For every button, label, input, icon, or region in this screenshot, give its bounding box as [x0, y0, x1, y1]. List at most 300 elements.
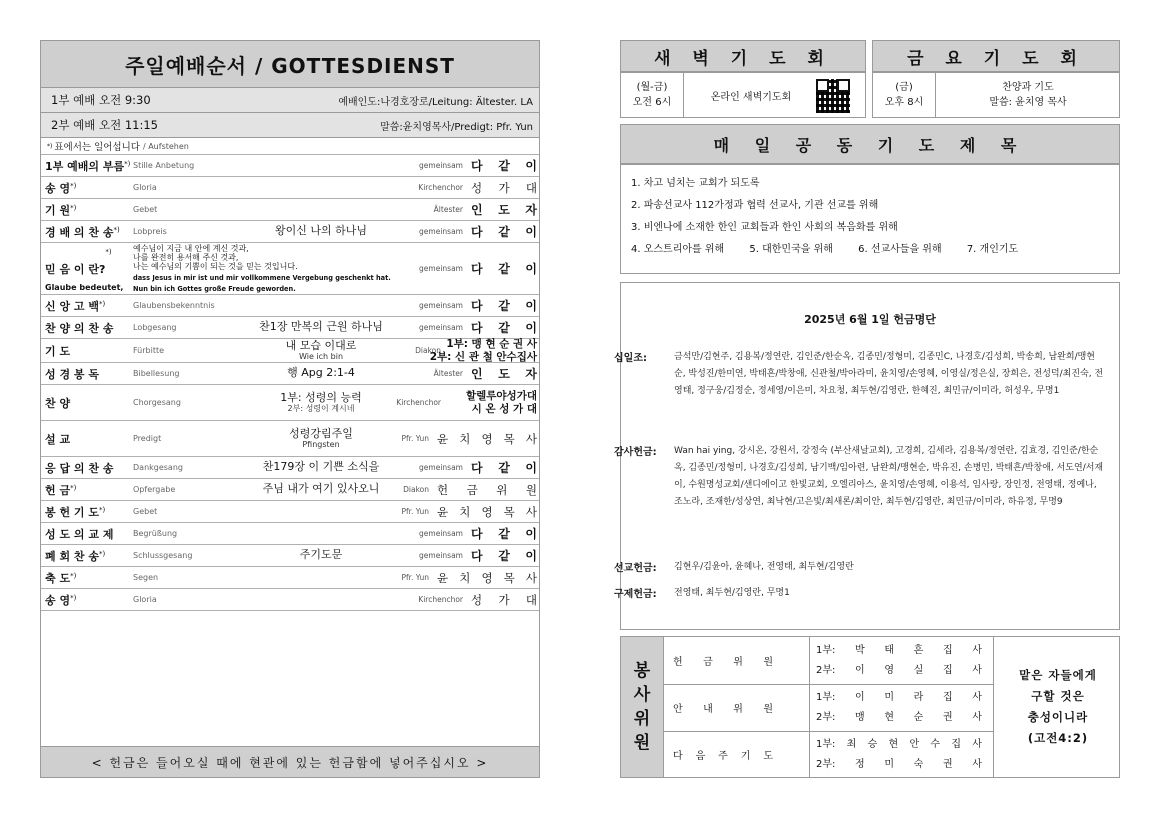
service1-leader: 예배인도:나경호장로/Leitung: Ältester. LA	[338, 96, 533, 108]
leader-char: 같	[498, 159, 510, 173]
order-item-leader	[437, 567, 537, 588]
name-char: 집	[942, 692, 953, 703]
order-item-leader	[471, 177, 537, 198]
role-char: 음	[695, 751, 706, 762]
volunteer-names	[809, 637, 994, 684]
volunteer-name-line	[816, 688, 982, 703]
dawn-prayer-title: 새 벽 기 도 회	[620, 40, 866, 72]
faith-line: 나는 예수님의 기쁨이 되는 것을 믿는 것입니다.	[133, 262, 298, 272]
friday-prayer-info	[872, 72, 1120, 118]
faith-line-de: dass Jesus in mir ist und mir vollkommene Vergebung geschenkt hat.	[133, 273, 391, 282]
order-item-leaders	[465, 385, 537, 420]
leader-char: 같	[498, 262, 510, 276]
leader-char: 성	[471, 592, 483, 607]
prayer-item-5: 5. 대한민국을 위해	[749, 244, 833, 255]
daily-prayer-list	[620, 164, 1120, 274]
friday-desc	[935, 73, 1121, 117]
order-item-role: Pfr. Yun	[401, 434, 429, 443]
leader-char: 같	[498, 299, 510, 313]
order-item-german: Bibellesung	[133, 369, 180, 378]
verse-reference: (고전4:2)	[1027, 731, 1089, 745]
worship-order-title: 주일예배순서 / GOTTESDIENST	[41, 41, 539, 88]
dawn-prayer-info	[620, 72, 866, 118]
title-sub: 2부: 성령이 계시네	[287, 404, 355, 414]
leader-char: 같	[498, 321, 510, 335]
order-name-text: 기 도	[45, 344, 71, 358]
order-item-german: Gloria	[133, 595, 157, 604]
relief-names: 전영태, 최두현/김영란, 무명1	[674, 588, 790, 598]
order-item-german: Dankgesang	[133, 463, 183, 472]
prayer-item-7: 7. 개인기도	[966, 244, 1019, 255]
friday-days: (금)	[895, 82, 913, 93]
leader-char: 이	[525, 549, 537, 563]
name-char: 태	[884, 645, 895, 656]
order-item-german: Fürbitte	[133, 346, 165, 355]
order-item-leader	[471, 545, 537, 566]
order-row	[41, 177, 539, 199]
title-text: 내 모습 이대로	[285, 338, 357, 352]
side-char: 봉	[633, 661, 651, 681]
leader-char: 윤	[437, 431, 449, 446]
faith-line: 나를 완전히 용서해 주신 것과,	[133, 253, 239, 263]
relief-section	[614, 585, 1104, 602]
order-item-role: Pfr. Yun	[401, 573, 429, 582]
leader-char: 영	[481, 431, 493, 446]
leader-char: 이	[525, 461, 537, 475]
standing-mark: *)	[70, 594, 77, 602]
leader-line: 시 온 성 가 대	[471, 402, 537, 415]
volunteer-role	[673, 684, 773, 731]
name-char: 사	[972, 692, 982, 703]
volunteer-row	[663, 637, 993, 685]
order-row	[41, 501, 539, 523]
title-text: 왕이신 나의 하나님	[274, 224, 367, 238]
order-row	[41, 295, 539, 317]
daily-prayer-title: 매 일 공 동 기 도 제 목	[620, 124, 1120, 164]
standing-mark: *)	[124, 160, 131, 168]
name-char: 현	[884, 712, 895, 723]
order-item-role: Diakon	[415, 346, 441, 355]
thanks-section	[614, 443, 1104, 511]
name-char: 이	[855, 665, 865, 676]
order-name-text: 찬 양	[45, 396, 71, 410]
order-item-role: Kirchenchor	[418, 183, 463, 192]
order-item-german: Segen	[133, 573, 159, 582]
leader-char: 가	[498, 180, 510, 195]
leader-line: 2부: 신 관 철 안수집사	[429, 350, 537, 363]
dawn-time: 오전 6시	[632, 97, 672, 108]
order-row	[41, 479, 539, 501]
name-char: 1부:	[816, 692, 836, 703]
leader-char: 목	[503, 570, 515, 585]
name-char: 2부:	[816, 712, 836, 723]
order-list	[41, 155, 539, 611]
leader-char: 이	[525, 262, 537, 276]
volunteer-name-line	[816, 755, 982, 770]
name-char: 라	[913, 692, 924, 703]
standing-mark: *)	[70, 204, 77, 212]
standing-mark: *)	[99, 550, 106, 558]
role-char: 금	[703, 657, 713, 668]
role-char: 원	[763, 657, 773, 668]
order-item-leaders	[429, 337, 537, 363]
leader-char: 같	[498, 527, 510, 541]
order-item-german: Gebet	[133, 507, 158, 516]
name-char: 영	[884, 665, 895, 676]
service1-time: 1부 예배 오전 9:30	[51, 93, 151, 107]
volunteer-name-line	[816, 661, 982, 676]
thanks-names: Wan hai ying, 강시온, 강원서, 강정숙 (부산새날교회), 고경희, 김세라, 김용복/정연란, 김효경, 김인준/한순옥, 김종민/정형미, 나경호/김성희, 남기백/임아련, 남완희/맹현순, 박유진, 손병민, 박태흔/박창애, 서도연/서재이, 수원명성교회/샌디에이고 한빛교회, 오엘리아스, 윤치영/손영혜, 이용석, 임사랑, 장인정, 전영태, 정예나, 조노라, 조재한/성상연, 최낙현/고은빛/최새론/최이안, 최두현/김영란, 최민규/이미라, 하유정, 무명9	[674, 446, 1104, 507]
side-char: 위	[633, 709, 651, 729]
leader-char: 영	[481, 504, 493, 519]
volunteer-name-line	[816, 735, 982, 750]
friday-desc2: 말씀: 윤치영 목사	[989, 97, 1067, 108]
leader-char: 이	[525, 321, 537, 335]
worship-order-panel	[40, 40, 540, 778]
volunteer-panel	[620, 636, 1120, 778]
standing-mark: *)	[70, 572, 77, 580]
standing-mark: *)	[70, 182, 77, 190]
role-char: 주	[718, 751, 728, 762]
tithe-section	[614, 349, 1104, 400]
order-name-text: 믿 음 이 란?	[45, 262, 106, 276]
leader-char: 이	[525, 299, 537, 313]
standing-note-de: / Aufstehen	[142, 141, 189, 151]
order-item-role: gemeinsam	[419, 529, 463, 538]
order-item-leader	[437, 421, 537, 456]
title-text: 주기도문	[299, 548, 343, 562]
name-char: 권	[942, 759, 953, 770]
role-char: 안	[673, 704, 683, 715]
name-char: 2부:	[816, 759, 836, 770]
name-char: 2부:	[816, 665, 836, 676]
leader-char: 다	[471, 527, 483, 541]
order-item-german: Begrüßung	[133, 529, 178, 538]
leader-char: 같	[498, 461, 510, 475]
name-char: 집	[942, 665, 953, 676]
order-item-role: gemeinsam	[419, 161, 463, 170]
leader-char: 사	[525, 431, 537, 446]
leader-char: 인	[471, 203, 483, 217]
order-row	[41, 199, 539, 221]
order-row	[41, 243, 539, 295]
leader-char: 이	[525, 225, 537, 239]
offering-note-footer: < 헌금은 들어오실 때에 현관에 있는 헌금함에 넣어주십시오 >	[41, 746, 539, 777]
standing-note-text: 표에서는 일어섭니다	[54, 142, 140, 153]
leader-char: 목	[503, 431, 515, 446]
prayer-item-1: 1. 차고 넘치는 교회가 되도록	[631, 178, 760, 189]
bible-verse	[993, 637, 1122, 777]
name-char: 집	[942, 645, 953, 656]
service2-preacher: 말씀:윤치영목사/Predigt: Pfr. Yun	[380, 121, 533, 133]
order-item-role: Kirchenchor	[418, 595, 463, 604]
volunteer-names	[809, 731, 994, 778]
order-name-text: 신 앙 고 백	[45, 299, 99, 313]
prayer-item-line4	[631, 239, 1109, 261]
leader-char: 성	[471, 180, 483, 195]
order-row	[41, 523, 539, 545]
order-name-text: 송 영	[45, 593, 71, 607]
order-row	[41, 589, 539, 611]
name-char: 최	[846, 739, 857, 750]
role-char: 기	[740, 751, 751, 762]
name-char: 숙	[913, 759, 924, 770]
leader-char: 영	[481, 570, 493, 585]
leader-char: 자	[525, 367, 537, 381]
tithe-names: 금석만/김현주, 김용복/정연란, 김인준/한순옥, 김종민/정형미, 김종민C, 나경호/김성희, 박송희, 남완희/맹현순, 박성진/한미연, 박태흔/박창애, 신관철/박아라미, 윤치영/손영혜, 이영실/정은실, 장희은, 전성덕/최진숙, 전영태, 정구웅/김정순, 정세영/이은미, 차요청, 최두현/김영란, 한혜진, 최민규/이미라, 허성우, 무명1	[674, 352, 1104, 396]
leader-char: 다	[471, 321, 483, 335]
volunteer-names	[809, 684, 994, 731]
name-char: 사	[972, 645, 982, 656]
leader-char: 목	[503, 504, 515, 519]
dawn-days: (월-금)	[636, 82, 668, 93]
order-item-role: gemeinsam	[419, 264, 463, 273]
leader-line: 1부: 맹 현 순 권 사	[446, 337, 537, 350]
service1-bar	[41, 88, 539, 113]
leader-char: 다	[471, 225, 483, 239]
dawn-prayer-schedule	[621, 73, 684, 117]
leader-char: 다	[471, 262, 483, 276]
order-name-text: 축 도	[45, 571, 71, 585]
friday-desc1: 찬양과 기도	[1002, 82, 1054, 93]
order-item-leader	[471, 363, 537, 384]
volunteer-rows	[663, 637, 993, 777]
order-row	[41, 317, 539, 339]
name-char: 사	[972, 665, 982, 676]
volunteer-role	[673, 731, 773, 778]
order-row	[41, 363, 539, 385]
order-item-leader	[471, 199, 537, 220]
leader-char: 도	[498, 367, 510, 381]
order-item-german: Predigt	[133, 434, 162, 443]
order-item-leader	[471, 589, 537, 610]
order-name-text: 송 영	[45, 181, 71, 195]
title-sub: Pfingsten	[302, 440, 340, 450]
leader-char: 윤	[437, 570, 449, 585]
verse-line: 구할 것은	[1031, 689, 1085, 703]
name-char: 순	[913, 712, 924, 723]
mission-names: 김현우/김윤아, 윤혜나, 전영태, 최두현/김영란	[674, 562, 854, 572]
order-item-german: Gloria	[133, 183, 157, 192]
name-char: 사	[972, 712, 982, 723]
title-text: 주님 내가 여기 있사오니	[262, 482, 380, 496]
title-sub: Wie ich bin	[298, 352, 344, 362]
leader-char: 다	[471, 461, 483, 475]
friday-time: 오후 8시	[884, 97, 924, 108]
order-item-role: Ältester	[433, 369, 463, 378]
order-item-role: Kirchenchor	[396, 398, 441, 407]
leader-char: 이	[525, 527, 537, 541]
faith-line-de: Nun bin ich Gottes große Freude geworden.	[133, 284, 296, 293]
order-row	[41, 457, 539, 479]
name-char: 정	[855, 759, 865, 770]
order-name-text: 1부 예배의 부름	[45, 159, 125, 173]
leader-char: 치	[459, 431, 471, 446]
order-row	[41, 545, 539, 567]
order-name-text: 성 경 봉 독	[45, 367, 99, 381]
volunteer-row	[663, 731, 993, 778]
volunteer-side-label	[621, 637, 664, 777]
name-char: 1부:	[816, 739, 836, 750]
role-char: 원	[763, 704, 773, 715]
order-item-leader	[471, 221, 537, 242]
service2-time: 2부 예배 오전 11:15	[51, 118, 158, 132]
volunteer-row	[663, 684, 993, 732]
verse-line: 충성이니라	[1027, 710, 1089, 724]
leader-char: 다	[471, 549, 483, 563]
dawn-desc: 온라인 새벽기도회	[710, 91, 792, 103]
title-text: 1부: 성령의 능력	[280, 390, 362, 404]
order-row	[41, 385, 539, 421]
volunteer-role	[673, 637, 773, 684]
order-item-role: Diakon	[403, 485, 429, 494]
name-char: 박	[855, 645, 865, 656]
name-char: 승	[867, 739, 878, 750]
standing-mark: *)	[99, 506, 106, 514]
leader-char: 헌	[437, 482, 449, 497]
order-item-role: Ältester	[433, 205, 463, 214]
order-name-text: 응 답 의 찬 송	[45, 461, 114, 475]
order-item-german: Lobgesang	[133, 323, 177, 332]
order-item-german: Chorgesang	[133, 398, 181, 407]
name-char: 사	[972, 759, 982, 770]
standing-note	[41, 138, 539, 155]
offering-list-panel	[614, 282, 1120, 630]
name-char: 권	[942, 712, 953, 723]
role-char: 위	[733, 657, 743, 668]
side-char: 사	[633, 685, 651, 705]
order-item-leader	[471, 243, 537, 294]
role-char: 다	[673, 751, 683, 762]
leader-char: 사	[525, 570, 537, 585]
order-item-role: Pfr. Yun	[401, 507, 429, 516]
name-char: 흔	[913, 645, 924, 656]
leader-char: 윤	[437, 504, 449, 519]
qr-code-icon[interactable]	[816, 79, 850, 113]
order-item-role: gemeinsam	[419, 463, 463, 472]
leader-char: 자	[525, 203, 537, 217]
name-char: 수	[930, 739, 941, 750]
verse-line: 맡은 자들에게	[1019, 668, 1097, 682]
order-item-role: gemeinsam	[419, 323, 463, 332]
order-name-text: 폐 회 찬 송	[45, 549, 99, 563]
volunteer-name-line	[816, 708, 982, 723]
order-item-leader	[471, 523, 537, 544]
order-name-text: 봉 헌 기 도	[45, 505, 99, 519]
relief-label: 구제헌금:	[614, 589, 657, 600]
leader-char: 원	[525, 482, 537, 497]
leader-char: 다	[471, 159, 483, 173]
standing-note-mark: *)	[47, 142, 53, 150]
leader-char: 치	[459, 570, 471, 585]
role-char: 위	[733, 704, 743, 715]
name-char: 집	[951, 739, 962, 750]
leader-line: 할렐루야성가대	[465, 389, 537, 402]
order-row	[41, 567, 539, 589]
leader-char: 인	[471, 367, 483, 381]
friday-prayer-schedule	[873, 73, 936, 117]
name-char: 1부:	[816, 645, 836, 656]
thanks-label: 감사헌금:	[614, 447, 657, 458]
order-item-leader	[437, 501, 537, 522]
prayer-item-6: 6. 선교사들을 위해	[858, 244, 942, 255]
name-char: 현	[888, 739, 899, 750]
order-item-german: Opfergabe	[133, 485, 176, 494]
leader-char: 대	[525, 180, 537, 195]
leader-char: 같	[498, 225, 510, 239]
name-char: 이	[855, 692, 865, 703]
name-char: 안	[909, 739, 920, 750]
leader-char: 같	[498, 549, 510, 563]
order-row	[41, 155, 539, 177]
order-item-leader	[437, 479, 537, 500]
leader-char: 다	[471, 299, 483, 313]
role-char: 내	[703, 704, 713, 715]
order-row	[41, 339, 539, 363]
order-item-german: Lobpreis	[133, 227, 167, 236]
prayer-item-2: 2. 파송선교사 112가정과 협력 선교사, 기관 선교를 위해	[631, 200, 879, 211]
order-row	[41, 421, 539, 457]
role-char: 도	[763, 751, 773, 762]
mission-section	[614, 559, 1104, 576]
title-text: 행 Apg 2:1-4	[287, 366, 355, 380]
order-name-text: 헌 금	[45, 483, 71, 497]
leader-char: 도	[498, 203, 510, 217]
order-name-text: 경 배 의 찬 송	[45, 225, 114, 239]
order-item-german: Schlussgesang	[133, 551, 193, 560]
order-item-leader	[471, 317, 537, 338]
title-text: 찬179장 이 기쁜 소식을	[262, 460, 380, 474]
tithe-label: 십일조:	[614, 353, 647, 364]
side-char: 원	[633, 733, 651, 753]
title-text: 성령강림주일	[289, 426, 353, 440]
leader-char: 가	[498, 592, 510, 607]
order-name-text: 성 도 의 교 제	[45, 527, 114, 541]
order-item-leader	[471, 457, 537, 478]
standing-mark: *)	[70, 484, 77, 492]
leader-char: 사	[525, 504, 537, 519]
mission-label: 선교헌금:	[614, 563, 657, 574]
order-item-german: Glaubensbekenntnis	[133, 301, 215, 310]
faith-de-label: Glaube bedeutet,	[45, 283, 124, 292]
leader-char: 이	[525, 159, 537, 173]
standing-mark: *)	[99, 300, 106, 308]
order-name-text: 설 교	[45, 432, 71, 446]
leader-char: 대	[525, 592, 537, 607]
faith-line: 예수님이 지금 내 안에 계신 것과,	[133, 243, 249, 253]
order-name-text: 기 원	[45, 203, 71, 217]
name-char: 맹	[855, 712, 865, 723]
order-row	[41, 221, 539, 243]
order-item-leader	[471, 295, 537, 316]
order-item-role: gemeinsam	[419, 551, 463, 560]
order-item-leader	[471, 155, 537, 176]
volunteer-name-line	[816, 641, 982, 656]
leader-char: 치	[459, 504, 471, 519]
role-char: 헌	[673, 657, 683, 668]
leader-char: 위	[496, 482, 508, 497]
friday-prayer-title: 금 요 기 도 회	[872, 40, 1120, 72]
title-text: 찬1장 만복의 근원 하나님	[259, 320, 383, 334]
service2-bar	[41, 113, 539, 138]
standing-mark: *)	[113, 226, 120, 234]
standing-mark: *)	[105, 248, 112, 256]
order-item-role: gemeinsam	[419, 227, 463, 236]
order-name-text: 찬 양 의 찬 송	[45, 321, 114, 335]
order-item-role: gemeinsam	[419, 301, 463, 310]
order-item-german: Gebet	[133, 205, 158, 214]
prayer-item-4: 4. 오스트리아를 위해	[631, 244, 725, 255]
